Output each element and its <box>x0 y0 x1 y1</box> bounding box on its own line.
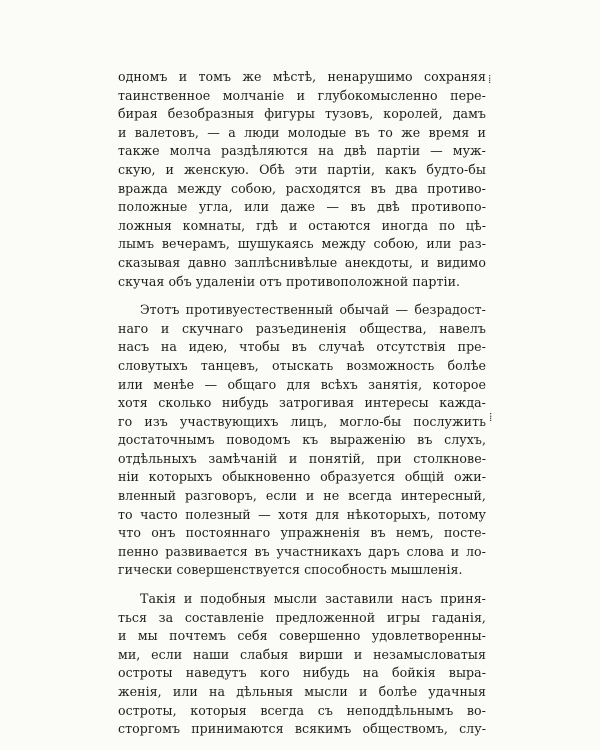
text-line: женія, или на дѣльныя мысли и болѣе удачныя <box>118 684 486 699</box>
text-line: лымъ вечерамъ, шушукаясь между собою, или раз- <box>118 236 486 252</box>
text-line: ложныя комнаты, гдѣ и остаются иногда по цѣ- <box>118 217 486 233</box>
text-line: положные угла, или даже — въ двѣ противопо- <box>118 199 486 215</box>
text-line: ться за составленіе предложенной игры гаданія, <box>118 609 486 625</box>
text-line: скучая объ удаленіи отъ противоположной партіи. <box>118 273 461 289</box>
text-block <box>118 68 486 739</box>
text-line: ніи которыхъ обыкновенно образуется общій ожи- <box>118 469 486 485</box>
text-line: одномъ и томъ же мѣстѣ, ненарушимо сохраняя <box>118 69 486 84</box>
text-line: и валетовъ, — а люди молодые въ то же время и <box>118 124 486 140</box>
text-line: скую, и женскую. Обѣ эти партіи, какъ будто-бы <box>118 161 486 177</box>
paragraph-1 <box>118 68 486 291</box>
paragraph-2 <box>118 301 486 580</box>
text-line: гически совершенствуется способность мышленія. <box>118 562 463 578</box>
text-line: сказывая давно заплѣснивѣлые анекдоты, и видимо <box>118 254 486 270</box>
text-line: Такія и подобныя мысли заставили насъ приня- <box>140 591 486 607</box>
text-line: Этотъ противуестественный обычай — безрадост- <box>140 302 486 318</box>
text-line: вленный разговоръ, если и не всегда интересный, <box>118 488 486 504</box>
text-line: вражда между собою, расходятся въ два противо- <box>118 180 486 196</box>
text-line: сторгомъ принимаются всякимъ обществомъ, слу- <box>118 721 486 737</box>
text-line: или менѣе — общаго для всѣхъ занятія, которое <box>118 376 486 392</box>
text-line: го изъ участвующихъ лицъ, могло-бы послужить <box>118 413 486 429</box>
text-line: остроты, которыя всегда съ неподдѣльнымъ во- <box>118 702 486 718</box>
text-line: пенно развивается въ участникахъ даръ слова и ло- <box>118 543 486 559</box>
text-line: остроты наведутъ кого нибудь на бойкія выра- <box>118 665 486 681</box>
text-line: отдѣльныхъ замѣчаній и понятій, при столкнове- <box>118 450 486 466</box>
text-line: насъ на идею, чтобы въ случаѣ отсутствія пре- <box>118 339 486 355</box>
text-line: что онъ постояннаго упражненія въ немъ, посте- <box>118 525 486 541</box>
text-line: достаточнымъ поводомъ къ выраженію въ слухъ, <box>118 432 486 448</box>
margin-mark-top: ⁞ <box>488 72 492 86</box>
text-line: таинственное молчаніе и глубокомысленно пере- <box>118 87 486 103</box>
text-line: ми, если наши слабыя вирши и незамысловатыя <box>118 646 486 662</box>
paragraph-3 <box>118 590 486 739</box>
text-line: также молча раздѣляются на двѣ партіи — муж- <box>118 143 486 159</box>
text-line: наго и скучнаго разъединенія общества, навелъ <box>118 320 486 336</box>
text-line: словутыхъ танцевъ, отыскать возможность болѣе <box>118 357 486 373</box>
margin-mark-middle: ⁞ <box>489 410 493 424</box>
text-line: то часто полезный — хотя для нѣкоторыхъ, потому <box>118 506 486 522</box>
text-line: и мы почтемъ себя совершенно удовлетворенны- <box>118 628 486 644</box>
text-line: хотя сколько нибудь затрогивая интересы кажда- <box>118 395 486 411</box>
text-line: бирая безобразныя фигуры тузовъ, королей, дамъ <box>118 106 486 122</box>
